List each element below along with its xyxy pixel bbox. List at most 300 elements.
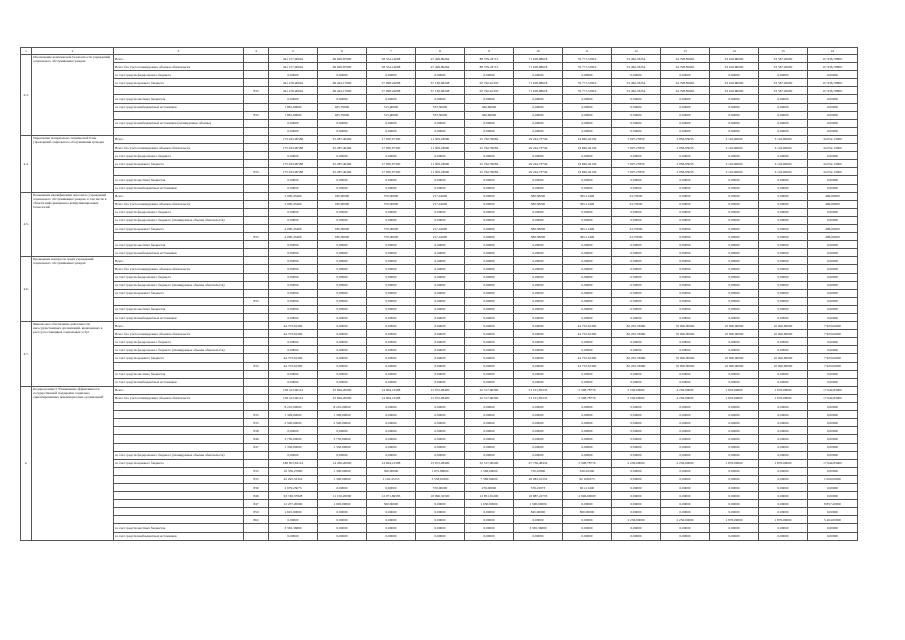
amount-cell: 29 244,73749 <box>514 168 563 176</box>
amount-cell: 2 090,45409 <box>269 192 318 200</box>
amount-cell: 0,00000 <box>661 257 710 265</box>
column-number-cell: 3 <box>114 48 244 55</box>
amount-cell: 0,00000 <box>367 516 416 524</box>
budget-code-cell <box>244 524 269 532</box>
table-row <box>21 532 858 540</box>
amount-cell: 0,00000 <box>367 532 416 540</box>
amount-cell: 591 276,00642 <box>269 87 318 95</box>
amount-cell: 0,00000 <box>808 289 858 297</box>
amount-cell: 0,00000 <box>465 127 514 135</box>
amount-cell: 0,00000 <box>710 297 759 305</box>
table-row <box>21 516 858 524</box>
amount-cell: 0,00000 <box>710 95 759 103</box>
amount-cell: 0,00000 <box>269 370 318 378</box>
amount-cell: 0,00000 <box>367 208 416 216</box>
amount-cell: 0,00000 <box>367 241 416 249</box>
amount-cell: 0,00000 <box>808 297 858 305</box>
amount-cell: 0,00000 <box>808 403 858 411</box>
amount-cell: 515,90000 <box>367 103 416 111</box>
amount-cell: 1 876,09000 <box>710 459 759 467</box>
budget-code-cell <box>244 338 269 346</box>
amount-cell: 82 263,33980 <box>612 322 661 330</box>
amount-cell: 0,00000 <box>563 249 612 257</box>
amount-cell: 67 792,61335 <box>465 79 514 87</box>
amount-cell: 1 876,09000 <box>759 459 808 467</box>
amount-cell: 0,00000 <box>759 257 808 265</box>
amount-cell: 10 000,00000 <box>759 354 808 362</box>
amount-cell: 16 887,22735 <box>514 492 563 500</box>
amount-cell: 44 753,61300 <box>269 362 318 370</box>
table-row <box>21 403 858 411</box>
row-index-cell: 4.7. <box>21 322 32 387</box>
funding-source-cell: за счет средств краевого бюджета <box>114 354 244 362</box>
budget-code-cell <box>244 394 269 402</box>
amount-cell: 0,00000 <box>612 103 661 111</box>
amount-cell: 1 876,09000 <box>759 386 808 394</box>
amount-cell: 76 771,51810 <box>563 63 612 71</box>
amount-cell: 0,00000 <box>563 184 612 192</box>
table-row <box>21 135 858 143</box>
amount-cell: 0,00000 <box>318 532 367 540</box>
amount-cell: 0,00000 <box>416 338 465 346</box>
table-row <box>21 386 858 394</box>
amount-cell: 175 933,90586 <box>269 144 318 152</box>
amount-cell: 370,00000 <box>367 233 416 241</box>
amount-cell: 0,00000 <box>710 111 759 119</box>
amount-cell: 0,00000 <box>759 216 808 224</box>
amount-cell: 34 798,85965 <box>661 63 710 71</box>
amount-cell: 0,00000 <box>465 233 514 241</box>
amount-cell: 180,00000 <box>318 224 367 232</box>
amount-cell: 0,00000 <box>759 314 808 322</box>
amount-cell: 0,00000 <box>318 119 367 127</box>
amount-cell: 2 090,45409 <box>269 200 318 208</box>
amount-cell: 0,00000 <box>759 127 808 135</box>
amount-cell: 25 762,59082 <box>465 160 514 168</box>
amount-cell: 0,00000 <box>416 532 465 540</box>
amount-cell: 0,00000 <box>563 305 612 313</box>
amount-cell: 10 000,00000 <box>710 362 759 370</box>
amount-cell: 0,00000 <box>416 127 465 135</box>
amount-cell: 2 236,00000 <box>612 516 661 524</box>
budget-code-cell <box>244 281 269 289</box>
amount-cell: 0,00000 <box>269 346 318 354</box>
funding-source-cell: Всего <box>114 192 244 200</box>
amount-cell: 0,00000 <box>808 257 858 265</box>
column-number-cell: 9 <box>465 48 514 55</box>
amount-cell: 0,00000 <box>661 532 710 540</box>
amount-cell: 0,00000 <box>514 95 563 103</box>
amount-cell: 0,00000 <box>808 378 858 386</box>
amount-cell: 14 694,12598 <box>367 459 416 467</box>
amount-cell: 0,00000 <box>269 289 318 297</box>
amount-cell: 0,00000 <box>710 346 759 354</box>
column-number-cell: 12 <box>612 48 661 55</box>
amount-cell: 2 236,00000 <box>612 459 661 467</box>
amount-cell: 1 650,00000 <box>465 500 514 508</box>
amount-cell: 3 558,61800 <box>416 475 465 483</box>
amount-cell: 0,00000 <box>514 346 563 354</box>
amount-cell: 0,00000 <box>661 314 710 322</box>
amount-cell: 0,00000 <box>759 152 808 160</box>
column-number-cell: 14 <box>710 48 759 55</box>
amount-cell: 0,00000 <box>563 176 612 184</box>
amount-cell: 25 287,40400 <box>318 160 367 168</box>
funding-source-cell <box>114 403 244 411</box>
amount-cell: 0,00000 <box>318 257 367 265</box>
table-row <box>21 297 858 305</box>
amount-cell: 0,00000 <box>759 184 808 192</box>
amount-cell: 0,00000 <box>661 200 710 208</box>
amount-cell: 0,00000 <box>759 297 808 305</box>
amount-cell: 76 000,00000 <box>661 322 710 330</box>
amount-cell: 0,00000 <box>808 419 858 427</box>
budget-code-cell <box>244 208 269 216</box>
table-row <box>21 419 858 427</box>
amount-cell: 76 000,00000 <box>661 362 710 370</box>
table-row <box>21 394 858 402</box>
column-number-cell: 7 <box>367 48 416 55</box>
amount-cell: 0,00000 <box>416 435 465 443</box>
amount-cell: 0,00000 <box>808 208 858 216</box>
amount-cell: 44 753,61300 <box>269 354 318 362</box>
amount-cell: 11 509,18000 <box>416 144 465 152</box>
funding-source-cell <box>114 516 244 524</box>
table-row <box>21 411 858 419</box>
amount-cell: 0,00000 <box>367 297 416 305</box>
amount-cell: 589,58000 <box>514 200 563 208</box>
amount-cell: 0,00000 <box>514 241 563 249</box>
amount-cell: 0,00000 <box>661 305 710 313</box>
amount-cell: 0,00000 <box>612 216 661 224</box>
amount-cell: 33 018,80000 <box>710 79 759 87</box>
amount-cell: 0,00000 <box>661 500 710 508</box>
budget-code-cell <box>244 459 269 467</box>
amount-cell: 0,00000 <box>661 411 710 419</box>
funding-source-cell: за счет средств краевого бюджета <box>114 459 244 467</box>
amount-cell: 0,00000 <box>465 152 514 160</box>
amount-cell: 365,11409 <box>563 192 612 200</box>
amount-cell: 0,00000 <box>710 281 759 289</box>
budget-code-cell <box>244 289 269 297</box>
amount-cell: 14 456,20000 <box>318 459 367 467</box>
amount-cell: 1 300,00000 <box>318 467 367 475</box>
amount-cell: 186 853,65114 <box>269 459 318 467</box>
amount-cell: 500,00000 <box>367 500 416 508</box>
amount-cell: 0,00000 <box>563 411 612 419</box>
amount-cell: 0,00000 <box>710 152 759 160</box>
amount-cell: 19 840,43159 <box>563 168 612 176</box>
amount-cell: 10 996,32500 <box>416 492 465 500</box>
column-number-cell: 8 <box>416 48 465 55</box>
amount-cell: 0,00000 <box>367 314 416 322</box>
amount-cell: 0,00000 <box>759 289 808 297</box>
amount-cell: 33 567,20000 <box>759 79 808 87</box>
amount-cell: 0,00000 <box>416 305 465 313</box>
amount-cell: 0,00000 <box>416 322 465 330</box>
amount-cell: 0,00000 <box>514 532 563 540</box>
budget-code-cell: 835 <box>244 475 269 483</box>
funding-source-cell <box>114 443 244 451</box>
amount-cell: 0,00000 <box>269 127 318 135</box>
amount-cell: 5 598,78776 <box>563 386 612 394</box>
budget-code-cell: 835 <box>244 297 269 305</box>
amount-cell: 0,00000 <box>759 492 808 500</box>
amount-cell: 0,00000 <box>367 119 416 127</box>
measure-name-cell: Проведение конкурсов среди учреждений социального обслуживания граждан <box>32 257 114 322</box>
amount-cell: 0,00000 <box>710 419 759 427</box>
amount-cell: 76 771,51810 <box>563 87 612 95</box>
amount-cell: 0,00000 <box>318 281 367 289</box>
amount-cell: 7 097,27850 <box>612 135 661 143</box>
funding-source-cell: Всего без учета планируемых объемов обязательств <box>114 63 244 71</box>
amount-cell: 0,00000 <box>808 111 858 119</box>
table-row <box>21 281 858 289</box>
amount-cell: 0,00000 <box>759 119 808 127</box>
funding-source-cell: за счет средств федерального бюджета (планируемые объемы обязательств) <box>114 451 244 459</box>
amount-cell: 0,00000 <box>759 71 808 79</box>
amount-cell: 180,00000 <box>318 192 367 200</box>
amount-cell: 0,00000 <box>759 224 808 232</box>
amount-cell: 0,00000 <box>367 330 416 338</box>
amount-cell: 0,00000 <box>416 524 465 532</box>
table-row <box>21 192 858 200</box>
amount-cell: 0,00000 <box>416 241 465 249</box>
amount-cell: 0,00000 <box>465 524 514 532</box>
table-row <box>21 144 858 152</box>
amount-cell: 7 097,27850 <box>612 144 661 152</box>
amount-cell: 0,00000 <box>612 111 661 119</box>
amount-cell: 175 933,90586 <box>269 135 318 143</box>
amount-cell: 0,00000 <box>563 346 612 354</box>
amount-cell: 0,00000 <box>367 176 416 184</box>
amount-cell: 0,00000 <box>759 176 808 184</box>
amount-cell: 15 972,28400 <box>416 394 465 402</box>
amount-cell: 0,00000 <box>808 184 858 192</box>
funding-source-cell <box>114 233 244 241</box>
amount-cell: 0,00000 <box>367 443 416 451</box>
amount-cell: 0,00000 <box>465 427 514 435</box>
amount-cell: 0,00000 <box>269 265 318 273</box>
amount-cell: 1 000,00000 <box>808 475 858 483</box>
amount-cell: 0,00000 <box>710 305 759 313</box>
amount-cell: 0,00000 <box>759 208 808 216</box>
funding-source-cell: за счет средств внебюджетных источников <box>114 249 244 257</box>
amount-cell: 0,00000 <box>465 314 514 322</box>
amount-cell: 0,00000 <box>710 71 759 79</box>
amount-cell: 217,44000 <box>416 233 465 241</box>
amount-cell: 0,00000 <box>612 265 661 273</box>
amount-cell: 34 798,85965 <box>661 87 710 95</box>
amount-cell: 0,00000 <box>563 435 612 443</box>
amount-cell: 0,00000 <box>563 419 612 427</box>
amount-cell: 0,00000 <box>661 273 710 281</box>
amount-cell: 0,00000 <box>514 208 563 216</box>
amount-cell: 0,00000 <box>465 346 514 354</box>
amount-cell: 0,00000 <box>367 435 416 443</box>
amount-cell: 3 116,90000 <box>759 168 808 176</box>
amount-cell: 0,00000 <box>661 233 710 241</box>
table-row <box>21 289 858 297</box>
amount-cell: 0,00000 <box>612 411 661 419</box>
funding-source-cell: за счет средств местных бюджетов <box>114 241 244 249</box>
amount-cell: 1 309,09000 <box>318 411 367 419</box>
amount-cell: 44 753,61300 <box>563 322 612 330</box>
amount-cell: 22 517,90200 <box>465 386 514 394</box>
funding-source-cell <box>114 508 244 516</box>
amount-cell: 0,00000 <box>710 176 759 184</box>
amount-cell: 0,00000 <box>612 257 661 265</box>
amount-cell: 27 499,96264 <box>416 55 465 63</box>
amount-cell: 0,00000 <box>465 200 514 208</box>
amount-cell: 0,00000 <box>759 411 808 419</box>
amount-cell: 0,00000 <box>416 362 465 370</box>
amount-cell: 1 881,90000 <box>269 111 318 119</box>
amount-cell: 0,00000 <box>367 346 416 354</box>
amount-cell: 0,00000 <box>759 443 808 451</box>
amount-cell: 0,00000 <box>416 427 465 435</box>
amount-cell: 0,00000 <box>318 297 367 305</box>
amount-cell: 0,00000 <box>269 119 318 127</box>
table-row <box>21 467 858 475</box>
budget-code-cell <box>244 314 269 322</box>
funding-source-cell: за счет средств местных бюджетов <box>114 95 244 103</box>
amount-cell: 0,00000 <box>416 354 465 362</box>
amount-cell: 0,00000 <box>514 338 563 346</box>
amount-cell: 1 350,00000 <box>318 443 367 451</box>
amount-cell: 0,00000 <box>661 281 710 289</box>
amount-cell: 0,00000 <box>661 297 710 305</box>
column-number-cell: 6 <box>318 48 367 55</box>
amount-cell: 37 136,66248 <box>416 79 465 87</box>
funding-source-cell: Всего <box>114 135 244 143</box>
amount-cell: 0,00000 <box>808 249 858 257</box>
budget-code-cell <box>244 378 269 386</box>
amount-cell: 0,00000 <box>808 492 858 500</box>
amount-cell: 0,00000 <box>563 127 612 135</box>
amount-cell: 0,00000 <box>465 71 514 79</box>
amount-cell: 0,00000 <box>710 411 759 419</box>
funding-source-cell <box>114 297 244 305</box>
amount-cell: 0,00000 <box>416 314 465 322</box>
amount-cell: 0,00000 <box>759 427 808 435</box>
amount-cell: 0,00000 <box>661 249 710 257</box>
amount-cell: 1 500,00000 <box>514 500 563 508</box>
amount-cell: 11 156,20000 <box>318 492 367 500</box>
amount-cell: 10 000,00000 <box>710 330 759 338</box>
amount-cell: 12 851,91200 <box>465 492 514 500</box>
amount-cell: 2 856,05635 <box>661 160 710 168</box>
amount-cell: 0,00000 <box>416 184 465 192</box>
amount-cell: 0,00000 <box>416 249 465 257</box>
amount-cell: 0,00000 <box>710 257 759 265</box>
amount-cell: 0,00000 <box>465 451 514 459</box>
amount-cell: 0,00000 <box>612 435 661 443</box>
amount-cell: 0,00000 <box>269 314 318 322</box>
budget-code-cell: 835 <box>244 87 269 95</box>
amount-cell: 0,00000 <box>563 273 612 281</box>
table-row <box>21 346 858 354</box>
amount-cell: 576,00000 <box>416 483 465 491</box>
column-number-cell: 15 <box>759 48 808 55</box>
amount-cell: 3 116,90000 <box>710 144 759 152</box>
amount-cell: 0,00000 <box>465 443 514 451</box>
budget-code-cell: 836 <box>244 483 269 491</box>
amount-cell: 0,00000 <box>318 241 367 249</box>
amount-cell: 0,00000 <box>612 71 661 79</box>
table-row <box>21 127 858 135</box>
amount-cell: 0,00000 <box>808 273 858 281</box>
amount-cell: 0,00000 <box>318 362 367 370</box>
amount-cell: 0,00000 <box>416 516 465 524</box>
amount-cell: 0,00000 <box>367 524 416 532</box>
amount-cell: 1 000,00000 <box>318 500 367 508</box>
amount-cell: 44 753,61300 <box>269 330 318 338</box>
amount-cell: 7 920,00000 <box>808 330 858 338</box>
amount-cell: 370,00000 <box>367 200 416 208</box>
amount-cell: 0,00000 <box>465 281 514 289</box>
amount-cell: 0,00000 <box>612 95 661 103</box>
amount-cell: 0,00000 <box>269 216 318 224</box>
amount-cell: 34 798,85965 <box>661 55 710 63</box>
amount-cell: 0,00000 <box>661 216 710 224</box>
amount-cell: 0,00000 <box>514 516 563 524</box>
amount-cell: 0,00000 <box>514 354 563 362</box>
amount-cell: 0,00000 <box>808 241 858 249</box>
amount-cell: 0,00000 <box>416 346 465 354</box>
table-row <box>21 370 858 378</box>
amount-cell: 0,00000 <box>612 152 661 160</box>
funding-source-cell <box>114 127 244 135</box>
amount-cell: 0,00000 <box>612 119 661 127</box>
amount-cell: 0,00000 <box>563 524 612 532</box>
amount-cell: 0,00000 <box>661 370 710 378</box>
funding-source-cell: за счет средств внебюджетных источников (планируемые объемы) <box>114 119 244 127</box>
amount-cell: 19 840,43159 <box>563 160 612 168</box>
funding-source-cell: за счет средств федерального бюджета <box>114 71 244 79</box>
budget-code-cell: 835 <box>244 362 269 370</box>
amount-cell: 0,00000 <box>465 176 514 184</box>
funding-source-cell: за счет средств краевого бюджета <box>114 160 244 168</box>
budget-code-cell <box>244 200 269 208</box>
funding-source-cell: Всего <box>114 386 244 394</box>
amount-cell: 0,00000 <box>514 305 563 313</box>
amount-cell: 651,11400 <box>563 483 612 491</box>
budget-code-cell <box>244 103 269 111</box>
amount-cell: 0,00000 <box>759 249 808 257</box>
amount-cell: 0,00000 <box>465 216 514 224</box>
amount-cell: 71 918,98618 <box>514 87 563 95</box>
table-row <box>21 362 858 370</box>
amount-cell: 0,00000 <box>661 443 710 451</box>
amount-cell: 11 509,18000 <box>416 135 465 143</box>
table-row <box>21 200 858 208</box>
budget-code-cell: 859 <box>244 508 269 516</box>
budget-code-cell: 862 <box>244 516 269 524</box>
budget-code-cell <box>244 224 269 232</box>
amount-cell: 0,00000 <box>269 176 318 184</box>
amount-cell: 7 097,27850 <box>612 168 661 176</box>
amount-cell: 8 210,09000 <box>318 403 367 411</box>
amount-cell: 1 350,00000 <box>269 443 318 451</box>
budget-code-cell: 833 <box>244 467 269 475</box>
amount-cell: 0,00000 <box>612 338 661 346</box>
amount-cell: 0,00000 <box>514 273 563 281</box>
budget-table <box>20 47 858 541</box>
amount-cell: 0,00000 <box>808 281 858 289</box>
amount-cell: 10 000,00000 <box>710 322 759 330</box>
amount-cell: 0,00000 <box>318 305 367 313</box>
